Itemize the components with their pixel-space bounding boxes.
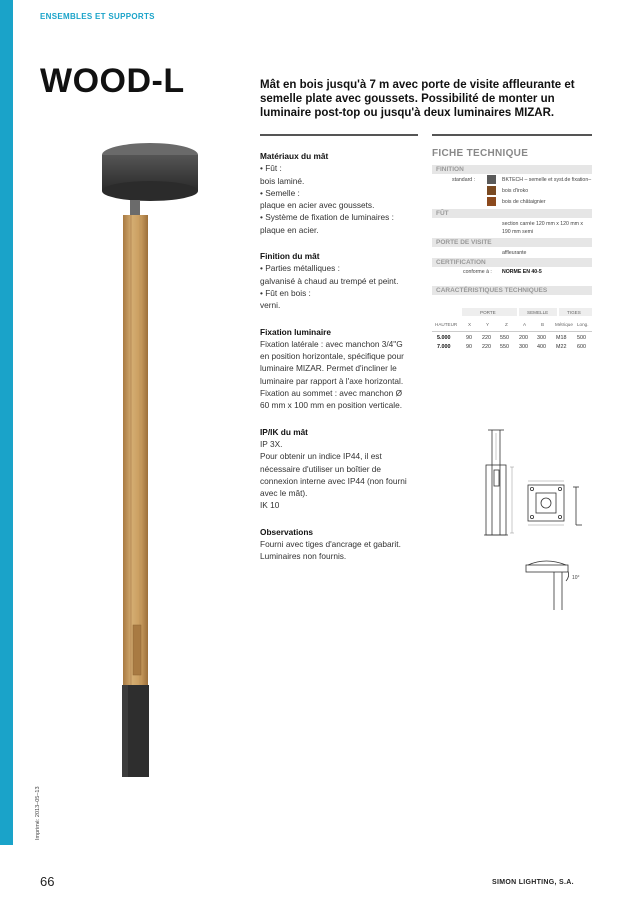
ipik-line: nécessaire d'utiliser un boîtier de [260, 463, 382, 474]
materials-line: plaque en acier. [260, 224, 319, 235]
ipik-line: IK 10 [260, 500, 280, 511]
fixation-line: Fixation au sommet : avec manchon Ø [260, 388, 403, 399]
cert-prefix: conforme à : [463, 269, 492, 275]
fixation-line: 60 mm x 100 mm en position verticale. [260, 400, 403, 411]
materials-line: • Fût : [260, 163, 282, 174]
observations-title: Observations [260, 526, 314, 537]
column-header: Z [505, 322, 508, 327]
description-column [260, 150, 420, 563]
finish-line: • Fût en bois : [260, 287, 311, 298]
pole-illustration [100, 140, 260, 790]
group-header: TIGES [567, 310, 581, 315]
table-cell: 5.000 [437, 335, 451, 341]
table-cell: 550 [500, 335, 509, 341]
ipik-line: avec le mât). [260, 488, 308, 499]
fut-line: 190 mm semi [502, 229, 534, 235]
page-number: 66 [40, 874, 55, 889]
fixation-title: Fixation luminaire [260, 326, 331, 337]
finish-option: bois de châtaignier [502, 199, 546, 205]
fixation-line: luminaire par rapport à l'axe horizontal. [260, 375, 404, 386]
table-cell: 550 [500, 344, 509, 350]
column-header: B [541, 322, 545, 327]
table-divider [432, 331, 592, 332]
table-cell: 220 [482, 344, 491, 350]
divider [260, 134, 418, 136]
accent-bar [0, 0, 13, 845]
table-cell: 200 [519, 335, 528, 341]
observations-line: Luminaires non fournis. [260, 551, 347, 562]
divider [432, 134, 592, 136]
finish-option: bois d'iroko [502, 188, 529, 194]
materials-line: • Système de fixation de luminaires : [260, 212, 394, 223]
table-cell: M18 [556, 335, 567, 341]
standard-label: standard : [452, 177, 476, 183]
materials-title: Matériaux du mât [260, 151, 329, 161]
fixation-line: Fixation latérale : avec manchon 3/4"G [260, 338, 403, 349]
table-cell: 7.000 [437, 344, 451, 350]
column-header: Métrique [555, 322, 573, 327]
table-cell: 300 [537, 335, 546, 341]
cert-value: NORME EN 40-5 [502, 269, 542, 275]
column-header: HAUTEUR [435, 322, 458, 327]
angle-label: 10° [572, 575, 580, 581]
table-cell: 400 [537, 344, 546, 350]
finish-title: Finition du mât [260, 251, 320, 262]
product-title: WOOD-L [40, 62, 185, 100]
finish-swatch [487, 186, 496, 195]
ipik-line: connexion interne avec IP44 (non fourni [260, 475, 407, 486]
table-cell: 90 [466, 344, 472, 350]
column-header: Y [486, 322, 490, 327]
column-header: A [523, 322, 527, 327]
ipik-line: IP 3X. [260, 438, 283, 449]
finish-swatch [487, 197, 496, 206]
column-header: X [468, 322, 472, 327]
group-header: PORTE [480, 310, 496, 315]
finish-option: BKTECH – semelle et syst.de fixation– [502, 177, 592, 183]
fixation-line: en position horizontale, spécifique pour [260, 351, 404, 362]
table-cell: 220 [482, 335, 491, 341]
table-cell: 500 [577, 335, 586, 341]
print-date: Imprimé: 2013–05–13 [35, 786, 41, 840]
fiche-title: FICHE TECHNIQUE [432, 148, 529, 159]
section-label: ENSEMBLES ET SUPPORTS [40, 12, 155, 21]
fixation-line: luminaire MIZAR. Permet d'incliner le [260, 363, 397, 374]
finition-band: FINITION [432, 165, 592, 174]
observations-line: Fourni avec tiges d'ancrage et gabarit. [260, 539, 401, 550]
finish-swatch [487, 175, 496, 184]
certification-band: CERTIFICATION [432, 258, 592, 267]
caracteristiques-band: CARACTÉRISTIQUES TECHNIQUES [432, 286, 592, 295]
porte-band: PORTE DE VISITE [432, 238, 592, 247]
fut-line: section carrée 120 mm x 120 mm x [502, 221, 584, 227]
porte-value: affleurante [502, 250, 527, 256]
table-cell: 90 [466, 335, 472, 341]
product-subtitle: Mât en bois jusqu'à 7 m avec porte de visite affleurante et semelle plate avec goussets. Possibilité de monter un luminaire post-top ou jusqu'à deux luminaires MIZAR. [260, 79, 575, 119]
group-header: SEMELLE [527, 310, 549, 315]
table-cell: M22 [556, 344, 567, 350]
finish-line: galvanisé à chaud au trempé et peint. [260, 275, 399, 286]
technical-drawing [470, 425, 630, 615]
ipik-title: IP/IK du mât [260, 426, 308, 437]
finish-line: verni. [260, 300, 281, 311]
materials-line: plaque en acier avec goussets. [260, 200, 375, 211]
fut-band: FÛT [432, 209, 592, 218]
materials-line: • Semelle : [260, 187, 300, 198]
finish-line: • Parties métalliques : [260, 263, 340, 274]
column-header: Long. [577, 322, 589, 327]
table-cell: 300 [519, 344, 528, 350]
brand-name: SIMON LIGHTING, S.A. [492, 879, 574, 886]
table-cell: 600 [577, 344, 586, 350]
ipik-line: Pour obtenir un indice IP44, il est [260, 451, 382, 462]
materials-line: bois laminé. [260, 175, 305, 186]
